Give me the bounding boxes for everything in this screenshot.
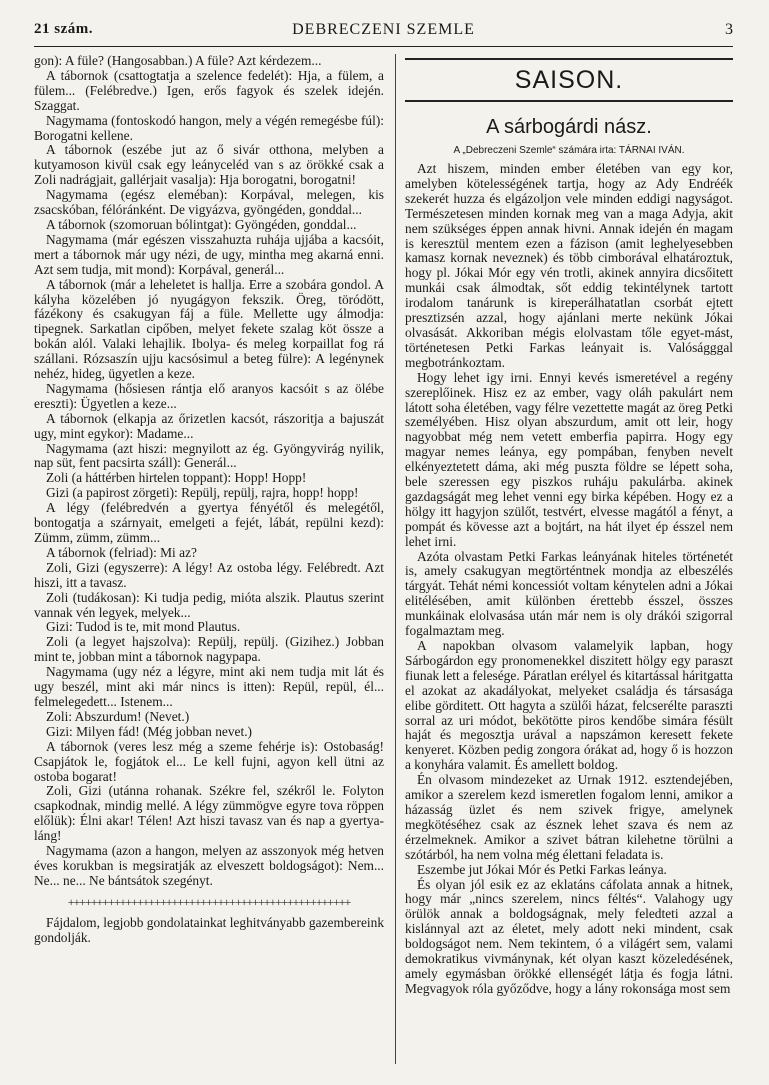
paragraph: gon): A füle? (Hangosabban.) A füle? Azt kérdezem...	[34, 53, 322, 68]
section-title: SAISON.	[514, 65, 624, 94]
paragraph: A tábornok (veres lesz még a szeme fehérje is): Ostobaság! Csapjátok le, fogjátok el... Le kell fujni, agyon kell ütni az ostoba bogarat!	[34, 738, 384, 784]
paragraph: Gizi (a papirost zörgeti): Repülj, repülj, rajra, hopp! hopp!	[46, 485, 359, 501]
paragraph: A tábornok (már a leheletet is hallja. Erre a szobára gondol. A kályha közelében jó nyugágyon fekszik. Öreg, töródött, fázékony és csakugyan fáj a füle. Mellette ugy álmodja: tipegnek. Sarkatlan cipőben, melyet fekete szalag köt össze a bokán alól. Valaki lehajlik. Ibolya- és meleg korpaillat fog rá szállani. Rózsaszín ujju kacsósimul a beteg fülre): A legénynek nehéz, hideg, ügyetlen a keze.	[34, 276, 384, 382]
article-title: A sárbogárdi nász.	[486, 116, 652, 138]
paragraph: Nagymama (azt hiszi: megnyilott az ég. Gyöngyvirág nyilik, nap süt, fent pacsirta száll): Generál...	[34, 440, 384, 471]
paragraph: Nagymama (ugy néz a légyre, mint aki nem tudja mit lát és ugy beszél, mint aki már nincs is itten): Repül, repül, él... felmelegedett... Istenem...	[34, 664, 384, 709]
paragraph: A napokban olvasom valamelyik lapban, hogy Sárbogárdon egy pronomenekkel diszitett hölgy egy paraszt fiunak lett a felesége. Páratlan erélyel és kitartással háritgatta el azokat az akadályokat, melyeket családja és társasága elibe görditett. Ott hagyta a szülői házat, felcserélte paraszti sorral az uri módot, bekötötte piros kendőbe simára fésült haját és megosztja urával a napszámon keresett fekete kenyeret. Közben pedig zongora órákat ad, hogy ő is hozzon a konyhára valamit. És amellett boldog.	[405, 638, 733, 773]
paragraph: A tábornok (elkapja az őrizetlen kacsót, rászoritja a bajuszát ugy, mint egykor): Madame...	[34, 410, 384, 441]
paragraph: Eszembe jut Jókai Mór és Petki Farkas leánya.	[417, 861, 667, 877]
paragraph: Én olvasom mindezeket az Urnak 1912. esztendejében, amikor a szerelem kezd ismeretlen fogalom lenni, amikor a házasság üzlet és nem szivek frigye, amelynek megkötéséhez csak az észnek lehet szava és nem az érzelmeknek. Amikor a szivet bátran kilehetne törülni a szótárból, ha nem volna még élettani feladata is.	[405, 772, 733, 862]
paragraph: Nagymama (egész eleméban): Korpával, melegen, kis zsacskóban, félóránként. De vigyázva, gyöngéden, gonddal...	[34, 187, 384, 218]
paragraph: Azóta olvastam Petki Farkas leányának hiteles történetét is, amely csakugyan megtörténtnek mondja az elbeszélés tárgyát. Tehát némi koncessiót voltam kénytelen adni a Jókai elitélésében, amit különben érettebb ésszel, összes munkáinak elolvasása után már nem is oly drákói szigorral fogalmaztam meg.	[405, 548, 733, 639]
paragraph: Azt hiszem, minden ember életében van egy kor, amelyben kötelességének tartja, hogy az Ady Endréék szekerét huzza és elgázoljon vele minden eddigi nagyságot. Természetesen minden kornak meg van a maga Adyja, akit nem szükséges éppen annak hivni. Annak idején én magam is keresztül mentem ezen a fázison (amit leghelyesebben kamasz kornak neveznek) és több cimborával elhatároztuk, hogy pl. Jókai Mór egy vén trotli, akinek annyira dicsőitett munkái csak álmodtak, sőt eddig tekintélynek tartott irodalom tanárunk is kireperálhatatlan csorbát ejtett presztizsén azzal, hogy ajánlani merte nekünk Jókai olvasását. Akkoriban mégis elolvastam tőle egyet-mást, történetesen Petki Farkas leányait is. Valóságggal megbotránkoztam.	[405, 161, 733, 370]
paragraph: Zoli, Gizi (utánna rohanak. Székre fel, székről le. Folyton csapkodnak, mindig mellé. A légy zümmögve egyre tova röppen előlük): Élni akar! Télen! Azt hiszi tavasz van és nap a gyertya-láng!	[34, 783, 384, 844]
page-header	[34, 16, 733, 47]
paragraph: A légy (felébredvén a gyertya fényétől és melegétől, bontogatja a szárnyait, emelgeti a fejét, lábát, repülni kezd): Zümm, zümm, zümm...	[34, 500, 384, 545]
paragraph: Zoli, Gizi (egyszerre): A légy! Az ostoba légy. Felébredt. Azt hiszi, itt a tavasz.	[34, 559, 384, 590]
right-column	[405, 54, 733, 997]
paragraph: Gizi: Tudod is te, mit mond Plautus.	[46, 619, 241, 635]
paragraph: Zoli (a legyet hajszolva): Repülj, repülj. (Gizihez.) Jobban mint te, jobban mint a tábornok nagypapa.	[34, 634, 384, 665]
paragraph: És olyan jól esik ez az eklatáns cáfolata annak a hitnek, hogy már „nincs szerelem, nincs féltés“. Valahogy ugy örülök annak a boldogságnak, mely feledteti azzal a kislánnyal azt az életet, mely adott neki mindent, csak boldogságot nem. Nem tekintem, ó a világért sem, valami demokratikus vivmánynak, két olyan kaszt közeledésének, amely egymásban örökké ellenségét látja és fogja látni. Megvagyok róla győződve, hogy a lány rokonsága most sem	[405, 876, 733, 996]
ornamental-divider: +++++++++++++++++++++++++++++++++++++++++++++++++	[67, 894, 351, 909]
masthead-title: DEBRECZENI SZEMLE	[292, 21, 475, 38]
paragraph: Nagymama (fontoskodó hangon, mely a végén remegésbe fúl): Borogatni kellene.	[34, 112, 384, 143]
paragraph: Zoli (tudákosan): Ki tudja pedig, mióta alszik. Plautus szerint vannak vén legyek, melyek...	[34, 589, 384, 620]
paragraph: A tábornok (csattogtatja a szelence fedelét): Hja, a fülem, a fülem... (Felébredve.) Igen, erős fagyok és szelek idején. Szaggat.	[34, 67, 384, 113]
paragraph: A tábornok (felriad): Mi az?	[46, 544, 197, 560]
issue-number: 21 szám.	[34, 21, 93, 37]
page-number: 3	[725, 21, 733, 38]
paragraph: Gizi: Milyen fád! (Még jobban nevet.)	[46, 723, 253, 739]
left-column	[34, 54, 384, 946]
paragraph: Hogy lehet igy irni. Ennyi kevés ismeretével a regény szereplőinek. Hisz ez az ember, vagy oláh pakulárt nem látott soha életében, vagy félre vezettette magát az öreg Petki személyében. Hisz olyan abszurdum, amit ott leir, hogy nagyobbat még nem vetett emberfia papirra. Hogy egy magyar nemes leánya, egy pompában, fenyben nevelt elkényeztetett dáma, aki még puszta földre se lépett soha, bele szeressen egy piszkos ruháju pakulárba. akinek gazdagságát meg lehet venni egy birka képében. Hogy ez a hölgy itt hagyjon szülőt, testvért, elvesse magától a fényt, a pompát és kövesse azt a bojtárt, na hát ilyet ép ésszel nem lehet irni.	[405, 369, 733, 549]
paragraph: A tábornok (eszébe jut az ő sivár otthona, melyben a kutyamoson kivül csak egy leányceléd van s az örökké csak a Zoli nadrágjait, gallérjait vasalja): Hja borogatni, borogatni!	[34, 142, 384, 188]
paragraph: Nagymama (hősiesen rántja elő aranyos kacsóit s az ölébe ereszti): Ügyetlen a keze...	[34, 380, 384, 411]
column-divider	[395, 54, 396, 1064]
closing-aphorism: Fájdalom, legjobb gondolatainkat leghitványabb gazembereink gondolják.	[34, 914, 385, 945]
paragraph: Nagymama (azon a hangon, melyen az asszonyok még hetven éves korukban is megsiratják az elveszett boldogságot): Nem... Ne... ne... Ne bántsátok szegényt.	[34, 843, 384, 888]
paragraph: A tábornok (szomoruan bólintgat): Gyöngéden, gonddal...	[46, 216, 357, 232]
paragraph: Zoli (a háttérben hirtelen toppant): Hopp! Hopp!	[46, 470, 307, 486]
paragraph: Nagymama (már egészen visszahuzta ruhája ujjába a kacsóit, mert a tábornok már ugy nézi, de ugy, mintha meg akarná enni. Azt sem tudja, mit mond): Korpával, generál...	[34, 231, 384, 277]
section-header	[405, 58, 733, 102]
article-byline: A „Debreczeni Szemle“ számára irta: TÁRNAI IVÁN.	[453, 145, 685, 156]
paragraph: Zoli: Abszurdum! (Nevet.)	[46, 708, 190, 724]
